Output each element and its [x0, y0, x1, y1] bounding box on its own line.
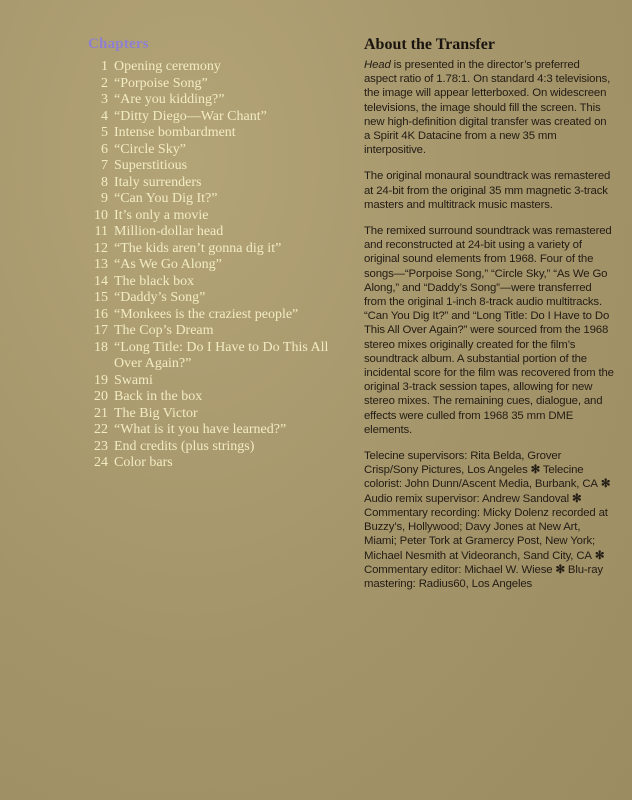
- chapter-item: [88, 257, 338, 274]
- chapter-number: 6: [101, 141, 108, 157]
- separator-mark: ✻: [591, 549, 605, 562]
- credit-telecine-colorist: Telecine colorist: John Dunn/Ascent Media, Burbank, CA: [364, 464, 598, 491]
- chapter-list: [88, 59, 338, 472]
- transfer-paragraph-2: The original monaural soundtrack was remastered at 24-bit from the original 35 mm magnetic 3-track masters and multitrack music masters.: [364, 170, 611, 211]
- chapter-title: It’s only a movie: [114, 207, 209, 223]
- credits-paragraph: [364, 449, 614, 591]
- chapter-item: [88, 307, 338, 324]
- chapter-number: 17: [94, 323, 108, 338]
- chapter-number: 2: [101, 75, 108, 91]
- chapter-number: 20: [94, 389, 108, 404]
- chapter-number: 18: [94, 339, 108, 355]
- chapter-item: [88, 208, 338, 225]
- chapter-item: [88, 290, 338, 307]
- chapter-number: 21: [94, 405, 108, 421]
- chapter-number: 1: [101, 59, 108, 74]
- chapter-title: “Porpoise Song”: [114, 75, 208, 91]
- transfer-paragraph-1: [364, 58, 614, 157]
- chapter-number: 16: [94, 306, 108, 322]
- chapter-item: [88, 274, 338, 291]
- transfer-paragraph-3: The remixed surround soundtrack was remastered and reconstructed at 24-bit using a variety of original sound elements from 1968. Four of the songs—“Porpoise Song,” “Circle Sky,” “As We Go Along,” and “Daddy’s Song”—were transferred from the original 1-inch 8-track audio multitracks. “Can You Dig It?” and “Long Title: Do I Have to Do This All Over Again?” were sourced from the 1968 stereo mixes originally created for the film’s soundtrack album. A substantial portion of the incidental score for the film was recovered from the original 3-track session tapes, allowing for new stereo mixes. The remaining cues, dialogue, and effects were culled from 1968 35 mm DME elements.: [364, 225, 614, 436]
- chapter-number: 5: [101, 125, 108, 140]
- credit-commentary-recording: Commentary recording: Micky Dolenz recorded at Buzzy’s, Hollywood; Davy Jones at New Art, Miami; Peter Tork at Gramercy Post, New York; Michael Nesmith at Videoranch, Sand City, CA: [364, 506, 608, 562]
- transfer-paragraph-1-text: is presented in the director’s preferred aspect ratio of 1.78:1. On standard 4:3 televisions, the image will appear letterboxed. On widescreen televisions, the image should fill the screen. This new high-definition digital transfer was created on a Spirit 4K Datacine from a new 35 mm interpositive.: [364, 59, 611, 157]
- chapters-column: [88, 36, 338, 472]
- chapter-item: [88, 241, 338, 258]
- credit-audio-remix: Audio remix supervisor: Andrew Sandoval: [364, 492, 569, 505]
- chapter-number: 3: [101, 92, 108, 107]
- chapter-number: 15: [94, 290, 108, 305]
- chapter-item: [88, 59, 338, 76]
- chapter-item: [88, 191, 338, 208]
- chapter-title: Opening ceremony: [114, 59, 221, 74]
- chapter-item: [88, 76, 338, 93]
- chapter-title: The black box: [114, 273, 195, 289]
- chapter-title: Italy surrenders: [114, 174, 202, 190]
- chapter-number: 14: [94, 273, 108, 289]
- chapter-item: [88, 373, 338, 390]
- separator-mark: ✻: [552, 563, 565, 576]
- chapter-number: 12: [94, 240, 108, 256]
- chapter-number: 23: [94, 438, 108, 454]
- chapter-title: “Are you kidding?”: [114, 92, 225, 107]
- chapter-number: 22: [94, 422, 108, 437]
- chapter-number: 11: [94, 224, 108, 239]
- chapter-item: [88, 142, 338, 159]
- chapter-number: 10: [94, 207, 108, 223]
- credit-telecine-supervisors: Telecine supervisors: Rita Belda, Grover Crisp/Sony Pictures, Los Angeles: [364, 450, 562, 477]
- chapter-title: “What is it you have learned?”: [114, 422, 287, 437]
- chapter-title: Back in the box: [114, 389, 203, 404]
- chapter-number: 24: [94, 455, 108, 470]
- chapter-title: The Cop’s Dream: [114, 323, 214, 338]
- chapter-number: 7: [101, 158, 108, 173]
- chapter-number: 4: [101, 108, 108, 124]
- chapter-title: End credits (plus strings): [114, 438, 255, 454]
- chapter-number: 13: [94, 257, 108, 272]
- chapter-item: [88, 125, 338, 142]
- chapter-title: “Monkees is the craziest people”: [114, 306, 299, 322]
- chapter-item: [88, 92, 338, 109]
- chapter-item: [88, 175, 338, 192]
- chapter-title: Swami: [114, 372, 153, 388]
- transfer-column: [364, 36, 614, 603]
- chapter-item: [88, 455, 338, 472]
- chapter-title: “Ditty Diego—War Chant”: [114, 108, 267, 124]
- chapter-title: Color bars: [114, 455, 173, 470]
- credit-commentary-editor: Commentary editor: Michael W. Wiese: [364, 563, 553, 576]
- chapter-title: The Big Victor: [114, 405, 198, 421]
- chapter-number: 8: [101, 174, 108, 190]
- separator-mark: ✻: [568, 492, 582, 505]
- chapter-title: “Long Title: Do I Have to Do This All Over Again?”: [114, 339, 329, 371]
- chapters-heading: Chapters: [88, 36, 149, 52]
- chapter-item: [88, 224, 338, 241]
- transfer-heading: About the Transfer: [364, 36, 495, 53]
- chapter-title: “The kids aren’t gonna dig it”: [114, 240, 282, 256]
- chapter-item: [88, 406, 338, 423]
- chapter-item: [88, 422, 338, 439]
- separator-mark: ✻: [597, 478, 611, 491]
- chapter-number: 19: [94, 372, 108, 388]
- chapter-title: “As We Go Along”: [114, 257, 222, 272]
- chapter-item: [88, 109, 338, 126]
- chapter-title: Intense bombardment: [114, 125, 236, 140]
- chapter-item: [88, 389, 338, 406]
- chapter-item: [88, 158, 338, 175]
- chapter-item: [88, 340, 338, 373]
- chapter-item: [88, 323, 338, 340]
- film-title: Head: [364, 59, 391, 71]
- chapter-title: “Can You Dig It?”: [114, 191, 218, 206]
- chapter-title: “Daddy’s Song”: [114, 290, 206, 305]
- chapter-title: Superstitious: [114, 158, 188, 173]
- separator-mark: ✻: [527, 464, 541, 477]
- chapter-number: 9: [101, 191, 108, 206]
- credit-bluray-mastering: Blu-ray mastering: Radius60, Los Angeles: [364, 563, 603, 590]
- chapter-title: “Circle Sky”: [114, 141, 186, 157]
- chapter-title: Million-dollar head: [114, 224, 224, 239]
- chapter-item: [88, 439, 338, 456]
